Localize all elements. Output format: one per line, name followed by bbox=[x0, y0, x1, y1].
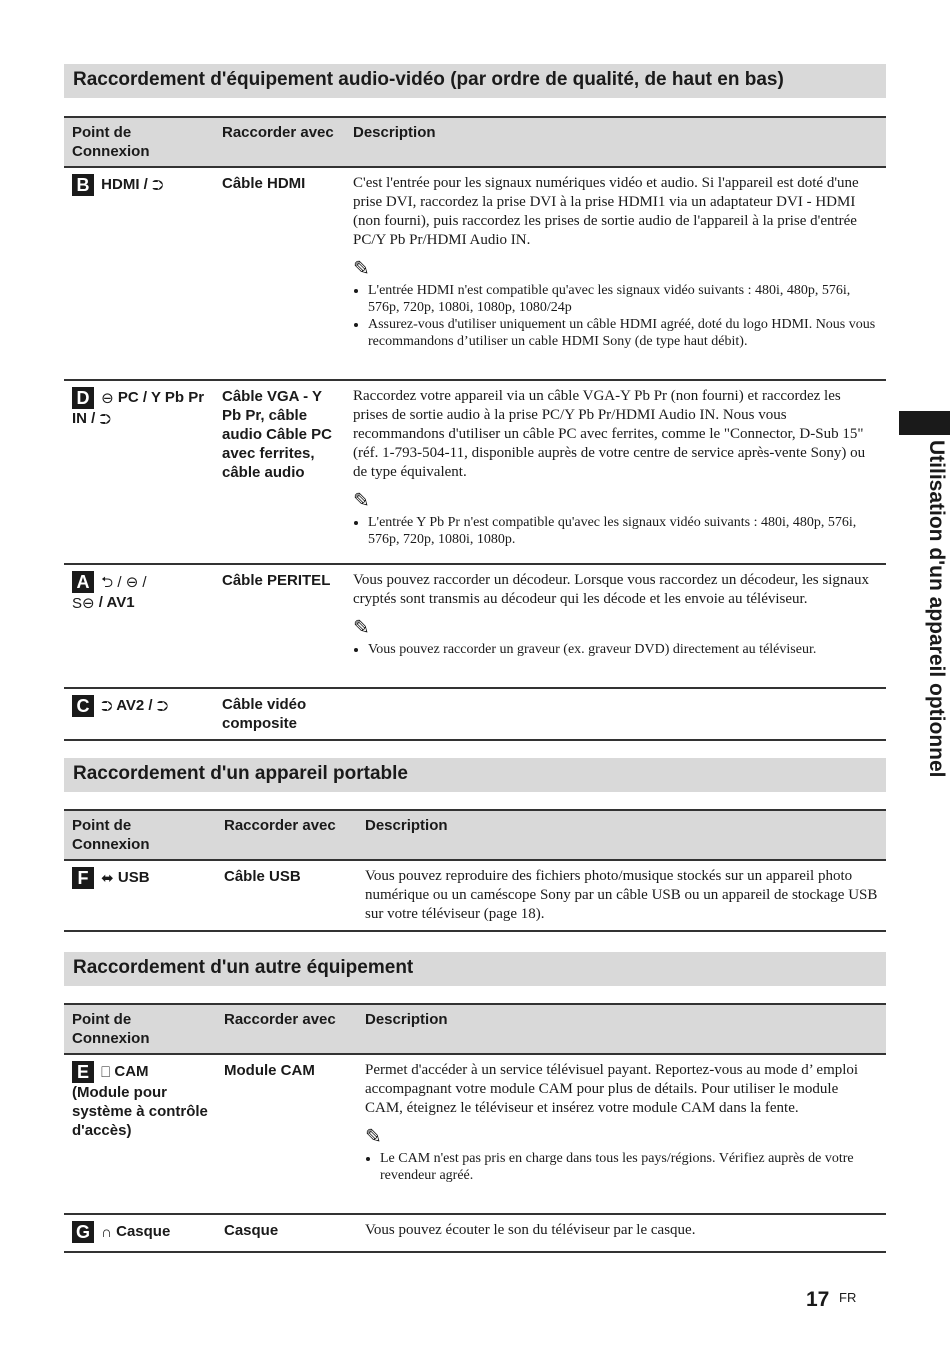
cable-type: Casque bbox=[216, 1214, 357, 1252]
cable-type: Câble USB bbox=[216, 860, 357, 931]
table-header-row bbox=[64, 117, 886, 167]
cable-type: Câble vidéo composite bbox=[214, 688, 345, 740]
description bbox=[357, 1054, 886, 1214]
page-number: 17 bbox=[806, 1288, 830, 1311]
input-arrow-icon: ⮊ bbox=[156, 697, 169, 715]
page-language: FR bbox=[839, 1290, 857, 1305]
header-point: Point de Connexion bbox=[64, 810, 216, 860]
notes-list bbox=[365, 1150, 878, 1184]
note-item: • Le CAM n'est pas pris en charge dans tous les pays/régions. Vérifiez auprès de votre revendeur agréé. bbox=[380, 1150, 878, 1184]
connection-label: Casque bbox=[116, 1222, 171, 1240]
cable-type: Câble VGA - Y Pb Pr, câble audio Câble PC avec ferrites, câble audio bbox=[214, 380, 345, 564]
pencil-note-icon: ✎ bbox=[353, 490, 370, 512]
connection-point bbox=[64, 688, 214, 740]
connection-label: CAM (Module pour système à contrôle d'accès) bbox=[72, 1062, 208, 1139]
connection-point bbox=[64, 167, 214, 380]
table-row bbox=[64, 380, 886, 564]
table-row bbox=[64, 1214, 886, 1252]
description-text: Vous pouvez raccorder un décodeur. Lorsque vous raccordez un décodeur, les signaux cryptés sont transmis au décodeur qui les décode et les envoie au téléviseur. bbox=[353, 572, 870, 607]
description-text: C'est l'entrée pour les signaux numériques vidéo et audio. Si l'appareil est doté d'une prise DVI, raccordez la prise DVI à la prise HDMI1 via un adaptateur DVI - HDMI (non fourni), puis raccordez les prises de sortie audio de l'appareil à la prise d'entrée PC/Y Pb Pr/HDMI Audio IN. bbox=[353, 175, 859, 248]
description-text: Vous pouvez écouter le son du téléviseur par le casque. bbox=[365, 1222, 696, 1238]
connector-badge: A bbox=[72, 571, 94, 593]
description bbox=[345, 688, 886, 740]
description-text: Permet d'accéder à un service télévisuel payant. Reportez-vous au mode d’ emploi accompagnant votre module CAM pour plus de détails. Pour utiliser le module CAM, éteignez le téléviseur et insérez votre module CAM dans la fente. bbox=[365, 1062, 859, 1116]
connection-point bbox=[64, 1054, 216, 1214]
header-avec: Raccorder avec bbox=[216, 1004, 357, 1054]
input-arrow-icon: ⮊ bbox=[101, 697, 113, 715]
description bbox=[345, 564, 886, 688]
description-text: Vous pouvez reproduire des fichiers photo/musique stockés sur un appareil photo numérique ou un caméscope Sony par un câble USB ou un appareil de stockage USB sur votre téléviseur (page 18). bbox=[365, 868, 878, 922]
connection-label: USB bbox=[117, 868, 150, 886]
headphones-icon: ∩ bbox=[101, 1223, 112, 1241]
input-arrow-icon: ⮊ bbox=[152, 176, 164, 194]
connection-point bbox=[64, 564, 214, 688]
table-header-row bbox=[64, 1004, 886, 1054]
connection-point bbox=[64, 860, 216, 931]
pencil-note-icon: ✎ bbox=[365, 1126, 382, 1148]
side-tab-label: Utilisation d'un appareil optionnel bbox=[925, 440, 948, 778]
cam-slot-icon: ⎕ bbox=[101, 1063, 111, 1081]
connector-badge: F bbox=[72, 867, 94, 889]
connector-badge: C bbox=[72, 695, 94, 717]
table-row bbox=[64, 1054, 886, 1214]
note-item: • L'entrée HDMI n'est compatible qu'avec les signaux vidéo suivants : 480i, 480p, 576i, 576p, 720p, 1080i, 1080p, 1080/24p bbox=[368, 282, 878, 316]
connection-point bbox=[64, 380, 214, 564]
table-row bbox=[64, 167, 886, 380]
connection-label: PC / Y Pb Pr IN / bbox=[72, 388, 205, 427]
section-title-other: Raccordement d'un autre équipement bbox=[64, 952, 886, 986]
section-title-portable: Raccordement d'un appareil portable bbox=[64, 758, 886, 792]
section-title-av: Raccordement d'équipement audio-vidéo (par ordre de qualité, de haut en bas) bbox=[64, 64, 886, 98]
header-desc: Description bbox=[357, 1004, 886, 1054]
connection-label: HDMI / bbox=[101, 175, 148, 193]
header-avec: Raccorder avec bbox=[214, 117, 345, 167]
usb-icon: ⬌ bbox=[101, 869, 114, 887]
header-desc: Description bbox=[345, 117, 886, 167]
header-point: Point de Connexion bbox=[64, 117, 214, 167]
connector-badge: B bbox=[72, 174, 94, 196]
table-row bbox=[64, 688, 886, 740]
connector-badge: D bbox=[72, 387, 94, 409]
connection-point bbox=[64, 1214, 216, 1252]
table-other bbox=[64, 1003, 886, 1253]
description bbox=[357, 860, 886, 931]
note-item: • Assurez-vous d'utiliser uniquement un câble HDMI agréé, doté du logo HDMI. Nous vous recommandons d’utiliser un cable HDMI Sony (de type haut débit). bbox=[368, 316, 878, 350]
table-row bbox=[64, 564, 886, 688]
cable-type: Câble HDMI bbox=[214, 167, 345, 380]
connection-label: / AV1 bbox=[98, 594, 135, 611]
scart-icon: S⊖ bbox=[72, 594, 95, 612]
table-av bbox=[64, 116, 886, 741]
side-tab-marker bbox=[899, 411, 950, 435]
description bbox=[345, 380, 886, 564]
pc-input-icon: ⊖ bbox=[101, 389, 114, 407]
notes-list bbox=[353, 514, 878, 548]
cable-type: Module CAM bbox=[216, 1054, 357, 1214]
scart-icon: ⮌ / ⊖ / bbox=[101, 573, 147, 591]
pencil-note-icon: ✎ bbox=[353, 617, 370, 639]
note-item: • Vous pouvez raccorder un graveur (ex. graveur DVD) directement au téléviseur. bbox=[368, 641, 878, 658]
description bbox=[345, 167, 886, 380]
header-desc: Description bbox=[357, 810, 886, 860]
connector-badge: G bbox=[72, 1221, 94, 1243]
note-item: • L'entrée Y Pb Pr n'est compatible qu'avec les signaux vidéo suivants : 480i, 480p, 576i, 576p, 720p, 1080i, 1080p. bbox=[368, 514, 878, 548]
input-arrow-icon: ⮊ bbox=[99, 410, 111, 428]
header-avec: Raccorder avec bbox=[216, 810, 357, 860]
cable-type: Câble PERITEL bbox=[214, 564, 345, 688]
table-portable bbox=[64, 809, 886, 932]
connector-badge: E bbox=[72, 1061, 94, 1083]
table-row bbox=[64, 860, 886, 931]
pencil-note-icon: ✎ bbox=[353, 258, 370, 280]
table-header-row bbox=[64, 810, 886, 860]
description bbox=[357, 1214, 886, 1252]
description-text: Raccordez votre appareil via un câble VGA-Y Pb Pr (non fourni) et raccordez les prises de sortie audio à la prise PC/Y Pb Pr/HDMI Audio IN. Nous vous recommandons d'utiliser un câble PC avec ferrites, comme le "Connector, D-Sub 15" (réf. 1-793-504-11, disponible auprès de votre centre de service après-vente Sony) ou de type équivalent. bbox=[353, 388, 866, 480]
notes-list bbox=[353, 282, 878, 350]
header-point: Point de Connexion bbox=[64, 1004, 216, 1054]
connection-label: AV2 / bbox=[116, 696, 153, 714]
notes-list bbox=[353, 641, 878, 658]
